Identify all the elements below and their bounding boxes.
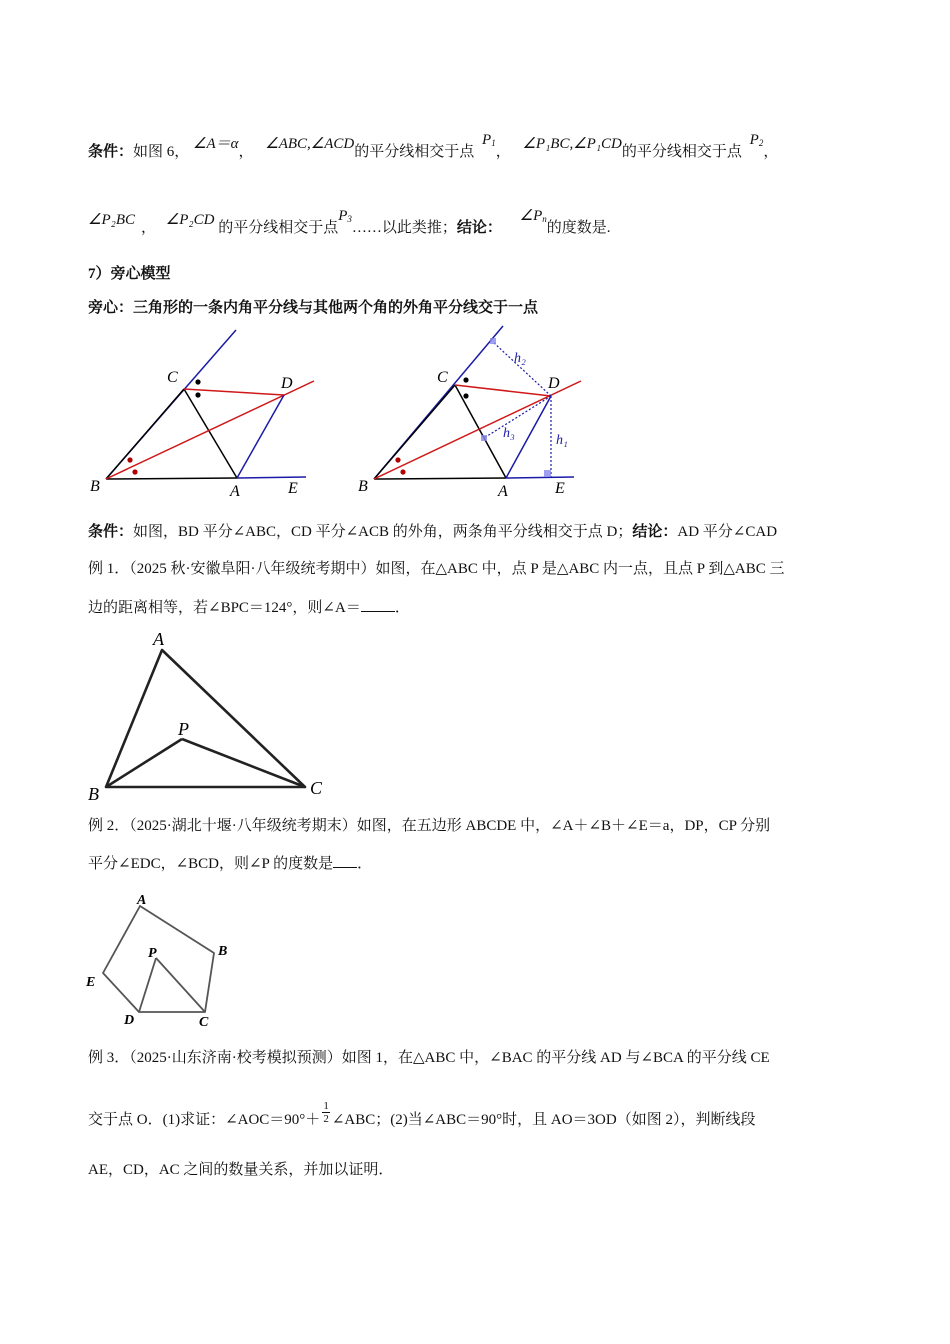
cond7-concl-label: 结论： — [632, 524, 678, 540]
answer-blank — [333, 853, 357, 868]
right-angle-mark-h2 — [490, 338, 496, 344]
ex1-line2-text: 边的距离相等，若∠BPC＝124°，则∠A＝ — [88, 600, 361, 616]
label-d: D — [281, 375, 293, 392]
ex2-line1: 例 2．（2025·湖北十堰·八年级统考期末）如图，在五边形 ABCDE 中，∠A＋∠B＋∠E＝a，DP，CP 分别 — [88, 818, 771, 834]
angle-mark-c1 — [195, 379, 200, 384]
label-d: D — [124, 1013, 135, 1028]
label-h3: h₃ — [503, 426, 515, 441]
side-ca — [455, 385, 506, 478]
fraction-one-half — [322, 1100, 330, 1125]
cond6-line2 — [88, 208, 611, 241]
p1-sub: 1 — [491, 138, 496, 148]
answer-blank — [361, 597, 395, 612]
label-c: C — [167, 369, 178, 386]
cond6-text2: 的平分线相交于点 — [621, 144, 742, 160]
pn-letter: ∠P — [519, 208, 543, 224]
ex2-line2 — [88, 853, 372, 874]
label-a: A — [498, 483, 508, 500]
ex3-line2-text-b: ∠ABC；(2)当∠ABC＝90°时，且 AO＝3OD（如图 2），判断线段 — [331, 1111, 756, 1128]
cond6-concl-label: 结论： — [456, 220, 502, 236]
label-b: B — [90, 478, 100, 495]
ray-ae — [506, 477, 574, 478]
ex3-line2 — [88, 1100, 756, 1133]
angle-mark-c2 — [195, 392, 200, 397]
cond6-intro: 如图 6， — [133, 144, 190, 160]
bisector-cd — [455, 385, 551, 396]
segment-bp — [106, 739, 182, 787]
frac-den: 2 — [323, 1113, 329, 1125]
p2-sub: 2 — [758, 138, 764, 148]
label-c: C — [199, 1015, 209, 1030]
height-h3 — [484, 396, 551, 438]
cond6-angles2: ∠P₁BC,∠P₁CD — [522, 136, 622, 152]
comma: ， — [141, 220, 157, 236]
ex2-figure — [85, 888, 245, 1033]
label-a: A — [230, 483, 240, 500]
cond6-text3: 的平分线相交于点 — [218, 220, 339, 236]
frac-num: 1 — [323, 1100, 329, 1112]
right-angle-mark-h3 — [481, 435, 487, 441]
segment-pc — [156, 958, 205, 1012]
segment-dp — [139, 958, 156, 1012]
pn-sub: n — [542, 214, 547, 224]
pentagon-abcde — [103, 906, 214, 1012]
p3-letter: P — [338, 208, 348, 224]
excenter-figure-left — [88, 320, 328, 500]
label-c: C — [310, 778, 323, 798]
label-d: D — [548, 375, 560, 392]
ex1-line1: 例 1．（2025 秋·安徽阜阳·八年级统考期中）如图，在△ABC 中，点 P 是△ABC 内一点，且点 P 到△ABC 三 — [88, 561, 785, 577]
ex1-line2 — [88, 597, 410, 618]
cond6-text1: 的平分线相交于点 — [354, 144, 475, 160]
triangle-abc — [106, 650, 305, 787]
angle-mark-b2 — [132, 469, 137, 474]
side-ba — [374, 478, 506, 479]
cond6-p3 — [338, 208, 352, 224]
label-c: C — [437, 369, 448, 386]
label-b: B — [88, 784, 99, 804]
p1-letter: P — [482, 132, 492, 148]
ex3-line3: AE，CD，AC 之间的数量关系，并加以证明． — [88, 1162, 394, 1178]
ex1-figure — [85, 625, 335, 805]
label-p: P — [178, 719, 189, 739]
side-ca — [184, 389, 237, 478]
cond6-p1 — [482, 132, 496, 148]
label-b: B — [218, 944, 228, 959]
cond6-line1 — [88, 132, 779, 165]
side-bc — [106, 389, 184, 479]
right-angle-mark-h1 — [544, 470, 551, 477]
side-ba — [106, 478, 237, 479]
comma: ， — [763, 144, 779, 160]
cond6-angles1: ∠ABC,∠ACD — [265, 136, 355, 152]
cond7-line — [88, 522, 777, 542]
cond7-text: 如图，BD 平分∠ABC，CD 平分∠ACB 的外角，两条角平分线相交于点 D； — [133, 524, 633, 540]
angle-mark-b1 — [127, 457, 132, 462]
label-a: A — [153, 629, 164, 649]
cond6-label: 条件： — [88, 144, 134, 160]
cond6-line2-b: ∠P₂CD — [165, 212, 215, 228]
cond6-line2-a: ∠P₂BC — [88, 212, 135, 228]
angle-mark-b1 — [395, 457, 400, 462]
label-e: E — [555, 480, 565, 497]
p3-sub: 3 — [347, 214, 352, 224]
cond6-angle-a: ∠A＝α — [193, 136, 239, 152]
segment-ad — [237, 395, 284, 478]
angle-mark-c1 — [463, 377, 468, 382]
label-e: E — [86, 975, 96, 990]
cond6-pn — [520, 208, 547, 224]
cond7-label: 条件： — [88, 524, 134, 540]
cond6-text5: 的度数是. — [546, 220, 611, 236]
label-a: A — [137, 893, 147, 908]
label-p: P — [148, 946, 157, 961]
excenter-figure-right — [355, 320, 595, 500]
label-b: B — [358, 478, 368, 495]
ex3-line2-text-a: 交于点 O．(1)求证：∠AOC＝90°＋ — [88, 1111, 321, 1128]
angle-mark-b2 — [400, 469, 405, 474]
cond6-p2 — [750, 132, 764, 148]
ex3-line1: 例 3．（2025·山东济南·校考模拟预测）如图 1，在△ABC 中，∠BAC 的平分线 AD 与∠BCA 的平分线 CE — [88, 1050, 770, 1066]
ray-ae — [237, 477, 306, 478]
cond6-text4: ……以此类推； — [351, 220, 457, 236]
cond7-concl: AD 平分∠CAD — [677, 524, 778, 540]
label-h2: h₂ — [514, 351, 526, 366]
comma: ， — [495, 144, 511, 160]
section7-heading: 7）旁心模型 — [88, 266, 171, 282]
segment-pc — [182, 739, 305, 787]
p2-letter: P — [749, 132, 759, 148]
comma: ， — [238, 144, 254, 160]
ex2-line2-text: 平分∠EDC，∠BCD，则∠P 的度数是 — [88, 856, 334, 872]
period: ． — [394, 600, 410, 616]
side-bc — [374, 385, 455, 479]
label-e: E — [288, 480, 298, 497]
label-h1: h₁ — [556, 433, 568, 448]
section7-definition: 旁心：三角形的一条内角平分线与其他两个角的外角平分线交于一点 — [88, 300, 539, 316]
angle-mark-c2 — [463, 393, 468, 398]
period: ． — [357, 856, 373, 872]
